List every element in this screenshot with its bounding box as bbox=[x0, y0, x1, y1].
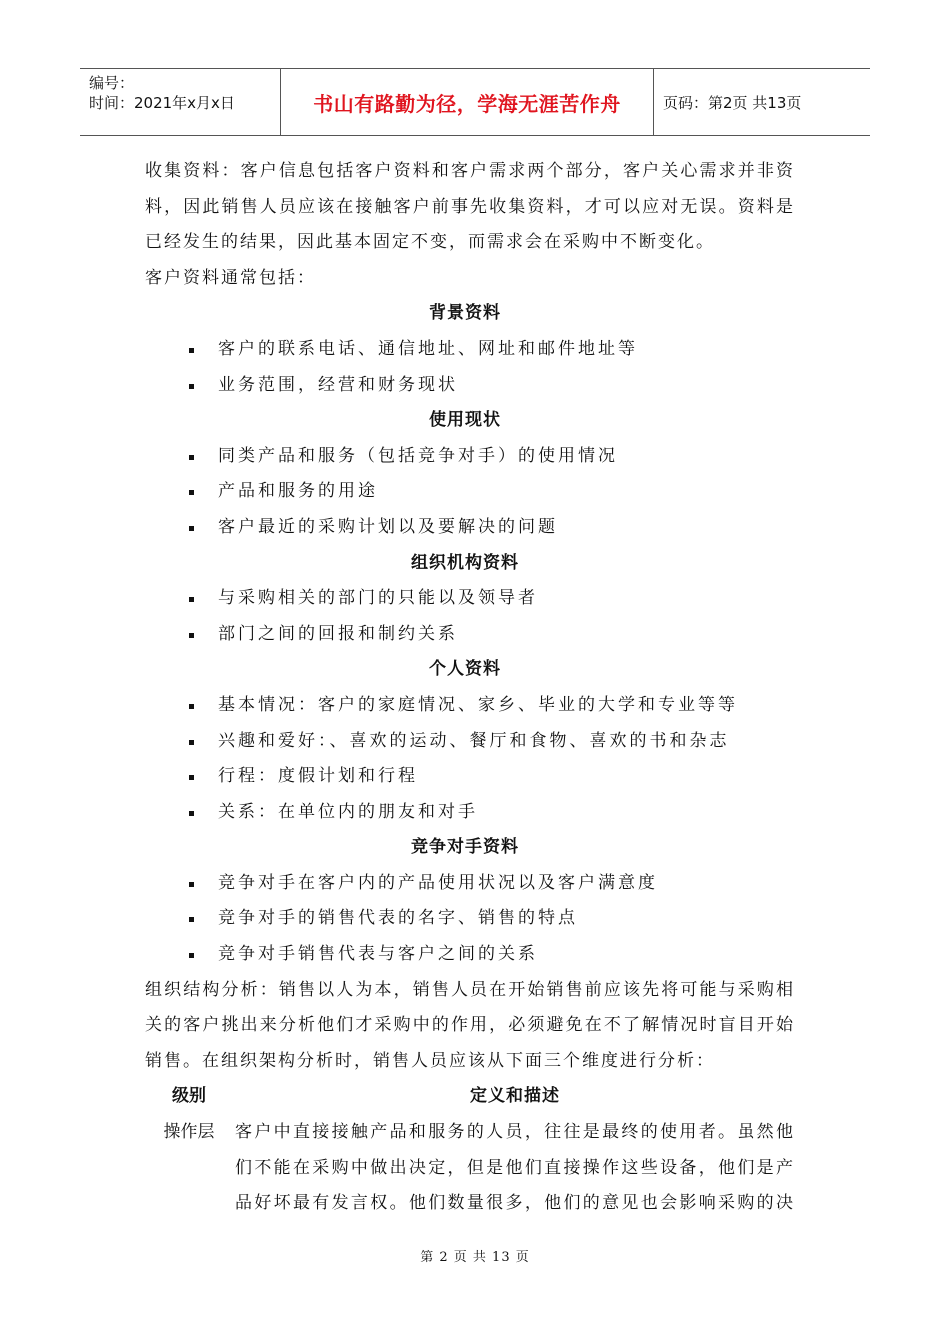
section-heading: 竞争对手资料 bbox=[411, 837, 519, 858]
paragraph-line: 组织结构分析：销售以人为本，销售人员在开始销售前应该先将可能与采购相 bbox=[145, 979, 795, 1000]
paragraph-line: 料，因此销售人员应该在接触客户前事先收集资料，才可以应对无误。资料是 bbox=[145, 196, 795, 217]
bullet-item bbox=[145, 937, 795, 973]
bullet-item bbox=[145, 795, 795, 831]
header-page-number: 页码：第2页 共13页 bbox=[663, 93, 802, 112]
bullet-icon bbox=[189, 882, 194, 887]
page-footer: 第 2 页 共 13 页 bbox=[420, 1250, 530, 1265]
bullet-icon bbox=[189, 384, 194, 389]
column-header-description: 定义和描述 bbox=[470, 1086, 560, 1107]
bullet-text: 关系：在单位内的朋友和对手 bbox=[218, 801, 478, 822]
bullet-icon bbox=[189, 775, 194, 780]
bullet-icon bbox=[189, 633, 194, 638]
bullet-text: 客户的联系电话、通信地址、网址和邮件地址等 bbox=[218, 338, 638, 359]
paragraph-line: 关的客户挑出来分析他们才采购中的作用，必须避免在不了解情况时盲目开始 bbox=[145, 1015, 795, 1036]
bullet-item bbox=[145, 688, 795, 724]
bullet-text: 基本情况：客户的家庭情况、家乡、毕业的大学和专业等等 bbox=[218, 694, 738, 715]
cell-description: 客户中直接接触产品和服务的人员，往往是最终的使用者。虽然他 bbox=[235, 1122, 795, 1143]
bullet-item bbox=[145, 439, 795, 475]
bullet-text: 竞争对手销售代表与客户之间的关系 bbox=[218, 944, 538, 965]
bullet-text: 客户最近的采购计划以及要解决的问题 bbox=[218, 516, 558, 537]
document-body bbox=[145, 154, 795, 1222]
bullet-icon bbox=[189, 490, 194, 495]
bullet-item bbox=[145, 581, 795, 617]
cell-level bbox=[145, 1151, 233, 1187]
bullet-text: 产品和服务的用途 bbox=[218, 481, 378, 502]
column-header-level: 级别 bbox=[172, 1086, 206, 1107]
bullet-item bbox=[145, 866, 795, 902]
bullet-icon bbox=[189, 811, 194, 816]
bullet-text: 兴趣和爱好：、喜欢的运动、餐厅和食物、喜欢的书和杂志 bbox=[218, 730, 730, 751]
bullet-item bbox=[145, 759, 795, 795]
table-row bbox=[145, 1151, 795, 1187]
bullet-text: 部门之间的回报和制约关系 bbox=[218, 623, 458, 644]
bullet-icon bbox=[189, 740, 194, 745]
cell-level: 操作层 bbox=[163, 1122, 215, 1143]
page-header bbox=[80, 68, 870, 136]
paragraph-line: 客户资料通常包括： bbox=[145, 267, 316, 288]
bullet-text: 行程：度假计划和行程 bbox=[218, 766, 418, 787]
section-heading: 组织机构资料 bbox=[411, 552, 519, 573]
header-meta bbox=[80, 69, 281, 135]
bullet-icon bbox=[189, 953, 194, 958]
bullet-icon bbox=[189, 704, 194, 709]
paragraph-line: 销售。在组织架构分析时，销售人员应该从下面三个维度进行分析： bbox=[145, 1050, 715, 1071]
bullet-icon bbox=[189, 597, 194, 602]
bullet-text: 与采购相关的部门的只能以及领导者 bbox=[218, 588, 538, 609]
table-header-row bbox=[145, 1079, 795, 1115]
section-heading: 背景资料 bbox=[429, 303, 501, 324]
bullet-text: 同类产品和服务（包括竞争对手）的使用情况 bbox=[218, 445, 618, 466]
bullet-text: 竞争对手在客户内的产品使用状况以及客户满意度 bbox=[218, 872, 658, 893]
cell-description: 们不能在采购中做出决定，但是他们直接操作这些设备，他们是产 bbox=[235, 1157, 795, 1178]
document-number: 编号： bbox=[89, 74, 135, 92]
bullet-item bbox=[145, 724, 795, 760]
paragraph-line: 收集资料：客户信息包括客户资料和客户需求两个部分，客户关心需求并非资 bbox=[145, 161, 795, 181]
paragraph-line: 已经发生的结果，因此基本固定不变，而需求会在采购中不断变化。 bbox=[145, 232, 715, 253]
cell-level bbox=[145, 1186, 233, 1222]
bullet-text: 业务范围，经营和财务现状 bbox=[218, 374, 458, 395]
bullet-item bbox=[145, 474, 795, 510]
header-motto: 书山有路勤为径，学海无涯苦作舟 bbox=[281, 69, 654, 135]
document-date: 时间：2021年x月x日 bbox=[89, 94, 235, 112]
table-row bbox=[145, 1186, 795, 1222]
section-heading: 使用现状 bbox=[429, 410, 501, 431]
bullet-text: 竞争对手的销售代表的名字、销售的特点 bbox=[218, 908, 578, 929]
section-heading: 个人资料 bbox=[429, 659, 501, 680]
bullet-item bbox=[145, 901, 795, 937]
bullet-icon bbox=[189, 526, 194, 531]
bullet-icon bbox=[189, 455, 194, 460]
bullet-item bbox=[145, 510, 795, 546]
bullet-icon bbox=[189, 917, 194, 922]
table-row bbox=[145, 1115, 795, 1151]
bullet-icon bbox=[189, 348, 194, 353]
bullet-item bbox=[145, 332, 795, 368]
cell-description: 品好坏最有发言权。他们数量很多，他们的意见也会影响采购的决 bbox=[235, 1193, 795, 1214]
bullet-item bbox=[145, 368, 795, 404]
bullet-item bbox=[145, 617, 795, 653]
